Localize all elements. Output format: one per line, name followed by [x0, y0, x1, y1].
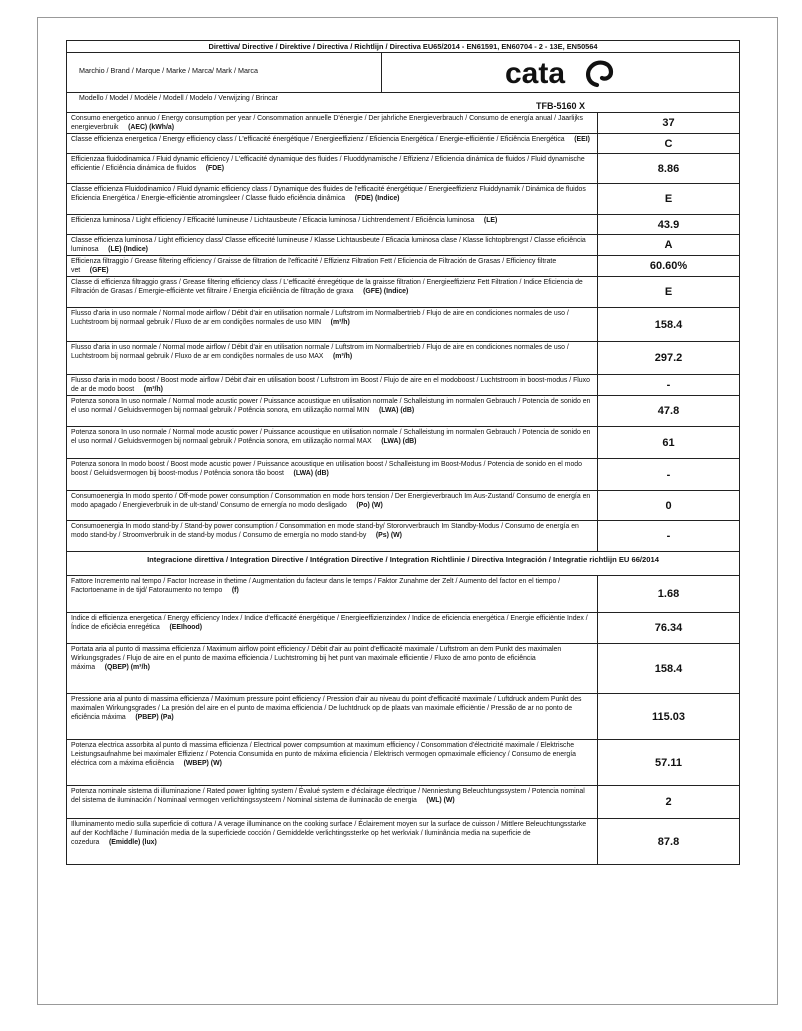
- row-value: -: [666, 530, 671, 542]
- model-label: Modello / Model / Modèle / Modell / Modelo / Verwijzing / Brincar: [79, 95, 278, 102]
- row-value: 158.4: [654, 318, 683, 331]
- table-row: [67, 342, 739, 375]
- row-unit: (f): [231, 587, 239, 595]
- row-text: Portata aria al punto di massima efficienza / Maximum airflow point efficiency / Débit d'air au point d'efficacité maximale / Luftstrom an dem Punkt des maximalen Wirkungsgrades / Flujo de aire en el punto de maxima efficiencia / Luchtstroming bij het punt van maximale efficientie / Fluxo de arno ponto de eficiência máxima: [71, 646, 562, 672]
- table-row: [67, 113, 739, 134]
- row-text: Efficienza luminosa / Light efficiency / Efficacité lumineuse / Lichtausbeute / Eficacia luminosa / Lichtrendement / Eficiência luminosa: [71, 217, 475, 224]
- row-value: E: [664, 286, 673, 298]
- row-value: 47.8: [657, 405, 680, 417]
- cata-logo-text: cata: [504, 56, 565, 89]
- table-row: [67, 786, 739, 819]
- brand-row: [67, 53, 739, 93]
- model-value: TFB-5160 X: [535, 100, 586, 111]
- table-row: [67, 134, 739, 154]
- table-row: [67, 613, 739, 644]
- row-value: E: [664, 193, 673, 205]
- row-description: [67, 644, 598, 693]
- row-text: Classe efficienza energetica / Energy efficiency class / L'efficacité énergétique / Energieeffizienz / Eficiencia Energética / Energie-efficiëntie / Eficiência Energética: [71, 136, 565, 143]
- row-text: Consumoenergia In modo spento / Off-mode power consumption / Consommation en mode hors tension / Der Energieverbrauch Im Aus-Zustand/ Consumo de energía en modo apagado / Energieverbruik in de ult-stand/ Consumo de ernergía no modo desligado: [71, 493, 591, 510]
- row-value: 61: [662, 436, 675, 449]
- table-row: [67, 521, 739, 552]
- row-text: Potenza sonora In modo boost / Boost mode acustic power / Puissance acoustique en utilisation boost / Schalleistung im Boost-Modus / Potencia de sonido en el modo boost / Geluidsvermogen bij boost-modus / Potência sonora tão boost: [71, 461, 582, 478]
- table-row: [67, 184, 739, 215]
- row-text: Potenza sonora In uso normale / Normal mode acustic power / Puissance acoustique en utilisation normale / Schalleistung im normalen Gebrauch / Potencia de sonido en el uso normal / Geluidsvermogen bij normaal gebruik / Potência sonora, em utilização normal MIN: [71, 398, 591, 415]
- row-text: Efficienza filtraggio / Grease filtering efficiency / Graisse de filtration de l'efficacité / Effizienz Filtration Fett / Eficiencia de Filtración de Grasas / Efficiency filtrate vet: [71, 258, 557, 275]
- row-unit: (QBEP) (m³/h): [104, 664, 150, 672]
- section-title: Integracione direttiva / Integration Directive / Intégration Directive / Integration Richtlinie / Directiva Integración / Integratie richtlijn EU 66/2014: [67, 552, 739, 576]
- row-unit: (WBEP) (W): [183, 760, 222, 768]
- row-text: Classe efficienza luminosa / Light efficiency class/ Classe efficecité lumineuse / Klasse Lichtausbeute / Eficacia luminosa clase / Klasse lichtopbrengst / Classe eficiência luminosa: [71, 237, 586, 254]
- row-unit: (m³/h): [332, 353, 353, 361]
- row-description: [67, 694, 598, 739]
- row-unit: (m³/h): [143, 386, 163, 394]
- table-row: [67, 277, 739, 308]
- row-value: 8.86: [657, 162, 680, 175]
- row-text: Flusso d'aria in modo boost / Boost mode airflow / Débit d'air en utilisation boost / Luftstrom im Boost / Flujo de aire en el modoboost / Luchtstroom in boost-modus / Fluxo de ar de modo boost: [71, 377, 590, 394]
- row-text: Consumo energetico annuo / Energy consumption per year / Consommation annuelle D'énergie / Der jahrliche Energieverbrauch / Consumo de energía anual / Jaarlijks energieverbruik: [71, 115, 583, 132]
- row-unit: (LWA) (dB): [293, 470, 329, 478]
- row-value: 43.9: [657, 218, 680, 231]
- table-row: [67, 491, 739, 521]
- row-value: 37: [662, 117, 675, 129]
- table-row: [67, 396, 739, 427]
- table-row: [67, 154, 739, 184]
- row-description: [67, 427, 598, 458]
- row-value: 1.68: [657, 588, 680, 600]
- row-description: [67, 235, 598, 255]
- row-unit: (LE): [483, 217, 498, 224]
- energy-label-sheet: [66, 40, 740, 865]
- row-unit: (Emiddle) (lux): [108, 839, 157, 847]
- row-description: [67, 134, 598, 153]
- row-description: [67, 308, 598, 341]
- row-unit: (Ps) (W): [375, 532, 402, 540]
- model-row: [67, 93, 739, 113]
- table-row: [67, 740, 739, 786]
- row-unit: (WL) (W): [426, 797, 455, 805]
- cata-logo: [382, 53, 739, 92]
- table-row: [67, 694, 739, 740]
- row-unit: (Po) (W): [356, 502, 383, 510]
- row-text: Indice di efficienza energetica / Energy efficiency Index / Indice d'efficacité énergétique / Energieeffizienzindex / Indice de eficiencia energética / Energie efficiëntie Index / Índice de eficiêcia enregética: [71, 615, 588, 632]
- row-unit: (LWA) (dB): [381, 438, 417, 446]
- table-row: [67, 576, 739, 613]
- row-unit: (m³/h): [330, 319, 350, 327]
- row-value: 297.2: [654, 352, 683, 364]
- brand-label: Marchio / Brand / Marque / Marke / Marca/ Mark / Marca: [67, 53, 382, 92]
- row-value: 115.03: [651, 710, 686, 723]
- row-value: 87.8: [657, 835, 680, 848]
- row-text: Classe di efficienza filtraggio grass / Grease filtering efficiency class / L'efficacité énregétique de la graisse filtration / Energieeffizienz Fett Filtration / Indice Eficiencia de Filtración de Grasas / Emergie-efficiënte vet filtraire / Energia eficiiência de filtração de graxa: [71, 279, 583, 296]
- row-value: 2: [665, 796, 672, 808]
- row-description: [67, 277, 598, 307]
- row-text: Illuminamento medio sulla superficie di cottura / A verage illuminance on the cooking surface / Éclairement moyen sur la surface de cuisson / Mittlere Beleuchtungsstarke auf der Kochfläche / Iluminación media de la superficiede cocción / Gemiddelde verlichtingssterke op het werkviak / Iluminância media na superficie de cozedura: [71, 821, 587, 847]
- rows-group-2: [67, 576, 739, 864]
- row-description: [67, 786, 598, 818]
- row-description: [67, 113, 598, 133]
- row-unit: (GFE): [89, 267, 109, 275]
- table-row: [67, 644, 739, 694]
- table-row: [67, 375, 739, 396]
- row-unit: (EEIhood): [169, 624, 202, 632]
- row-value: C: [664, 137, 673, 150]
- row-description: [67, 521, 598, 551]
- row-unit: (PBEP) (Pa): [135, 714, 174, 722]
- row-description: [67, 491, 598, 520]
- row-text: Potenza nominale sistema di illuminazione / Rated power lighting system / Évalué system e d'éclairage électrique / Nenniestung Beleuchtungssystem / Potencia nominal del sistema de iluminación / Nominaal vermogen verlichtingssysteem / Nominal sistema de iluminacão de energia: [71, 788, 585, 805]
- row-unit: (EEI): [574, 136, 590, 143]
- row-description: [67, 613, 598, 643]
- table-row: [67, 256, 739, 277]
- row-description: [67, 154, 598, 183]
- row-text: Efficienzaa fluidodinamica / Fluid dynamic efficiency / L'efficacité dynamique des fluides / Fluoddynamische / Effizienz / Eficiencia dinámica de fluidos / Fluid dynamische efficientie / Eficiência dinámica de fluidos: [71, 156, 585, 173]
- table-row: [67, 215, 739, 235]
- table-row: [67, 235, 739, 256]
- row-description: [67, 375, 598, 395]
- row-text: Flusso d'aria in uso normale / Normal mode airflow / Débit d'air en utilisation normale / Luftstrom im Normalbertrieb / Flujo de aire en condiciones normales de uso / Luchtstroom bij normaal gebruik / Fluxo de ar em condições normales de uso MAX: [71, 344, 569, 361]
- row-text: Pressione aria al punto di massima efficienza / Maximum pressure point efficiency / Pression d'air au niveau du point d'efficacité maximale / Luftdruck andem Punkt des maximalen Wirkungsgrades / La presión del aire en el punto de maxima efficiencia / De luchtdruck op de plaats van maximale efficiëntie / Pressão de ar no ponto de eficiência máxima: [71, 696, 582, 722]
- table-row: [67, 308, 739, 342]
- row-value: 57.11: [655, 756, 682, 769]
- row-unit: (FDE) (Indice): [354, 195, 400, 203]
- row-value: 0: [665, 499, 672, 512]
- row-value: 76.34: [654, 622, 683, 634]
- row-description: [67, 576, 598, 612]
- row-text: Potenza electrica assorbita al punto di massima efficienza / Electrical power compsumtion at maximum efficiency / Consommation d'électricité maximale / Elektrische Leistungsaufnahme bei maximaler Effizienz / Potencia Consumida en punto de máxima eficiencia / Elektrisch vermogen opmaximale efficiency / Consumo de energía eléctrica com a máxima eficiência: [71, 742, 576, 768]
- row-description: [67, 396, 598, 426]
- row-unit: (FDE): [205, 165, 225, 173]
- row-value: -: [666, 379, 671, 391]
- row-description: [67, 740, 598, 785]
- rows-group-1: [67, 113, 739, 552]
- directive-title: Direttiva/ Directive / Direktive / Directiva / Richtlijn / Directiva EU65/2014 - EN61591, EN60704 - 2 - 13E, EN50564: [67, 41, 739, 53]
- row-value: 158.4: [654, 662, 683, 675]
- row-text: Consumoenergia In modo stand-by / Stand-by power consumption / Consommation en mode stand-by/ Stororvverbrauch Im Standby-Modus / Consumo de energía en modo stand-by / Stroomverbruik in de stand-by modus / Consumo de ernergía no modo stand-by: [71, 523, 579, 540]
- row-value: A: [664, 239, 673, 251]
- row-description: [67, 184, 598, 214]
- row-unit: (LE) (Indice): [108, 246, 148, 254]
- row-description: [67, 215, 598, 234]
- row-description: [67, 256, 598, 276]
- row-value: 60.60%: [649, 260, 688, 272]
- table-row: [67, 459, 739, 491]
- cata-logo-icon: [505, 57, 617, 89]
- row-text: Potenza sonora In uso normale / Normal mode acustic power / Puissance acoustique en utilisation normale / Schalleistung im normalen Gebrauch / Potencia de sonido en el uso normal / Geluidsvermogen bij normaal gebruik / Potência sonora, em utilização normal MAX: [71, 429, 591, 446]
- row-description: [67, 819, 598, 864]
- row-text: Fattore Incremento nal tempo / Factor Increase in thetime / Augmentation du facteur dans le temps / Faktor Zunahme der Zelt / Aumento del factor en el tiempo / Factortoename in de tijd/ Fatoraumento no tempo: [71, 578, 561, 595]
- table-row: [67, 819, 739, 864]
- row-value: -: [666, 468, 671, 481]
- row-unit: (GFE) (Indice): [363, 288, 409, 296]
- row-unit: (LWA) (dB): [378, 407, 415, 415]
- row-description: [67, 459, 598, 490]
- row-unit: (AEC) (kWh/a): [128, 124, 175, 132]
- row-description: [67, 342, 598, 374]
- table-row: [67, 427, 739, 459]
- row-text: Flusso d'aria in uso normale / Normal mode airflow / Débit d'air en utilisation normale / Luftstrom im Normalbertrieb / Flujo de aire en condiciones normales de uso / Luchtstroom bij normaal gebruik / Fluxo de ar em condições normales de uso MIN: [71, 310, 569, 327]
- row-text: Classe efficienza Fluidodinamico / Fluid dynamic efficiency class / Dynamique des fluides de l'efficacité énergétique / Energieeffizienz Fluiddynamik / Dinámica de fluidos Eficiencia Energética / Energie-efficiëntie atromingsleer / Classe fluido eficiência dinâmica: [71, 186, 586, 203]
